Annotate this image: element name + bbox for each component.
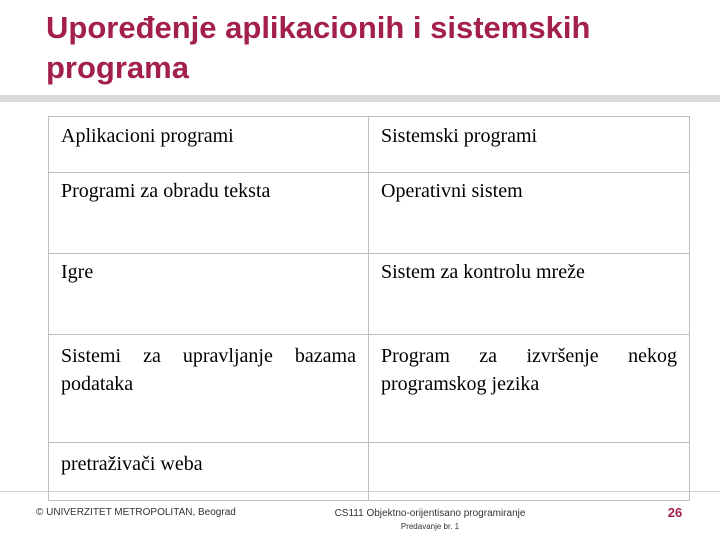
table-cell: Sistemi za upravljanje bazama podataka (49, 335, 369, 443)
table-row (49, 173, 690, 254)
table-cell: Operativni sistem (369, 173, 690, 254)
footer-university: © UNIVERZITET METROPOLITAN, Beograd (36, 507, 236, 518)
table-cell: Program za izvršenje nekog programskog jezika (369, 335, 690, 443)
header-cell-applications: Aplikacioni programi (49, 117, 369, 173)
table-cell: Sistem za kontrolu mreže (369, 254, 690, 335)
table-cell: Programi za obradu teksta (49, 173, 369, 254)
footer-lecture-number: Predavanje br. 1 (400, 522, 460, 531)
title-divider (0, 95, 720, 102)
table-cell: pretraživači weba (49, 443, 369, 501)
comparison-table (48, 116, 690, 501)
table-row (49, 335, 690, 443)
slide-title: Upoređenje aplikacionih i sistemskih programa (46, 10, 591, 85)
header-cell-system: Sistemski programi (369, 117, 690, 173)
table-header-row (49, 117, 690, 173)
footer-divider (0, 491, 720, 492)
footer-course (300, 507, 560, 533)
page-number: 26 (667, 505, 683, 520)
table-cell: Igre (49, 254, 369, 335)
table-row (49, 254, 690, 335)
footer-course-title: CS111 Objektno-orijentisano programiranje (334, 508, 526, 519)
